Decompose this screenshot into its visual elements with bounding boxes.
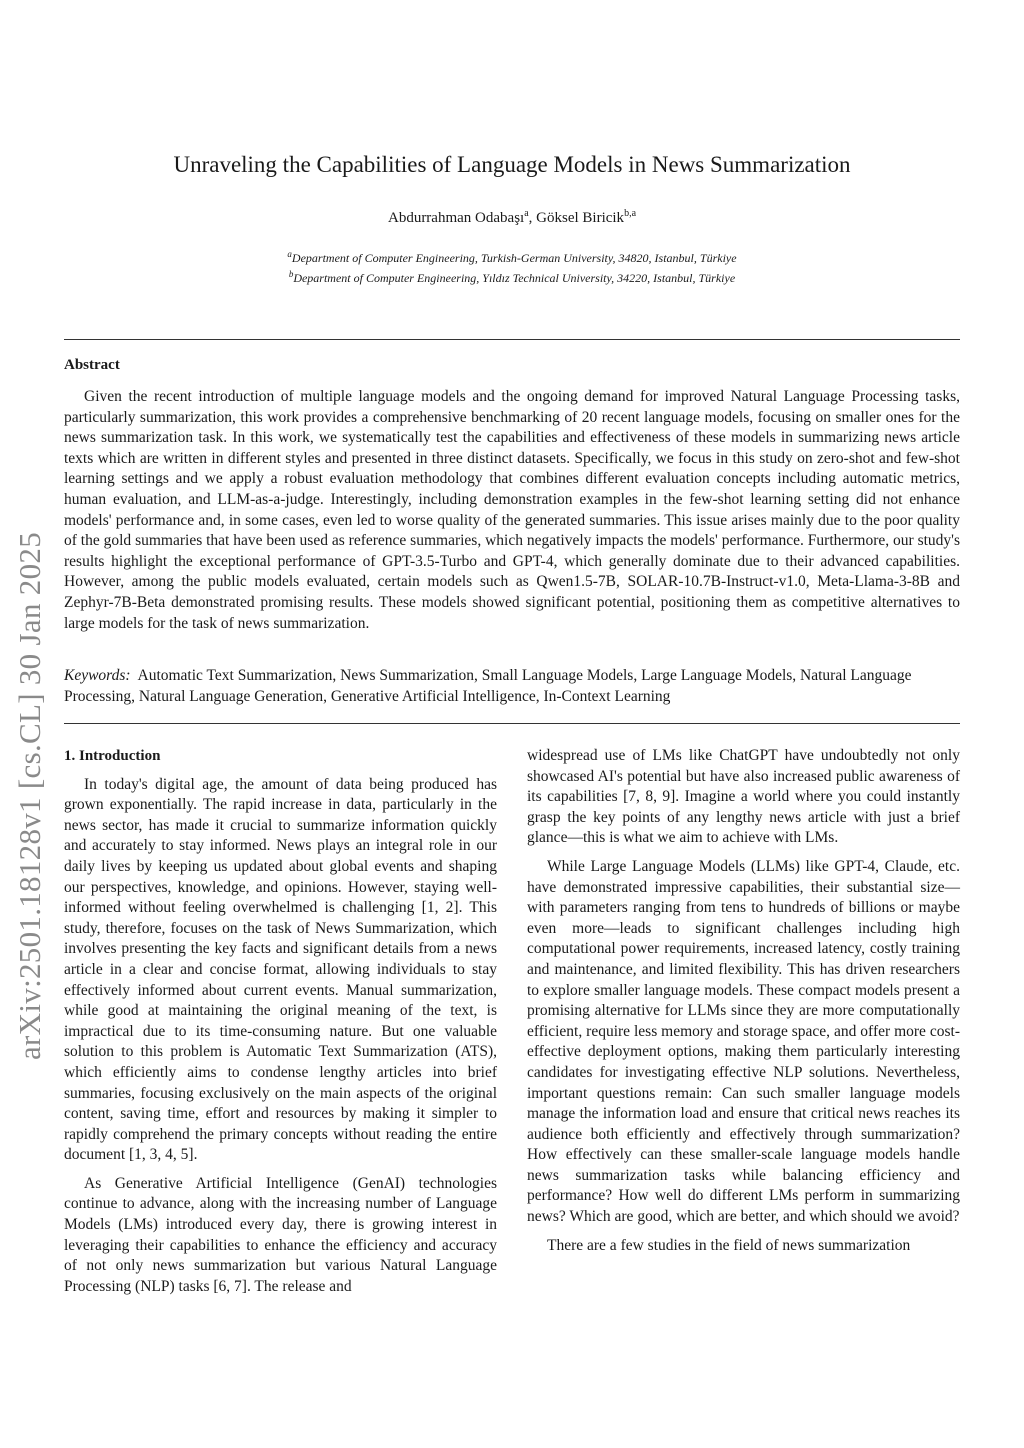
- paragraph: While Large Language Models (LLMs) like GPT-4, Claude, etc. have demonstrated impressive capabilities, their substantial size—with parameters ranging from tens to hundreds of billions or maybe even more—leads to significant challenges including high computational power requirements, increased latency, costly training and maintenance, and limited flexibility. This has driven researchers to explore smaller language models. These compact models present a promising alternative for LLMs since they are more computationally efficient, require less memory and storage space, and offer more cost-effective deployment options, making them particularly interesting candidates for investigating effective NLP solutions. Nevertheless, important questions remain: Can such smaller language models manage the information load and ensure that critical news reaches its audience both efficiently and effectively through summarization? How effectively can these smaller-scale language models handle news summarization tasks while balancing efficiency and performance? How well do different LMs perform in summarizing news? Which are good, which are better, and which should we avoid?: [527, 857, 960, 1226]
- affiliation: [64, 246, 960, 266]
- abstract-heading: Abstract: [64, 357, 120, 373]
- author-affil-mark: a: [524, 208, 529, 219]
- abstract-text: Given the recent introduction of multiple language models and the ongoing demand for improved Natural Language Processing tasks, particularly summarization, this work provides a comprehensive benchmarking of 20 recent language models, focusing on smaller ones for the news summarization task. In this work, we systematically test the capabilities and effectiveness of these models in summarizing news article texts which are written in different styles and presented in three distinct datasets. Specifically, we focus in this study on zero-shot and few-shot learning settings and we apply a robust evaluation methodology that combines different evaluation concepts including automatic metrics, human evaluation, and LLM-as-a-judge. Interestingly, including demonstration examples in the few-shot learning setting did not enhance models' performance and, in some cases, even led to worse quality of the generated summaries. This issue arises mainly due to the poor quality of the gold summaries that have been used as reference summaries, which negatively impacts the models' performance. Furthermore, our study's results highlight the exceptional performance of GPT-3.5-Turbo and GPT-4, which generally dominate due to their advanced capabilities. However, among the public models evaluated, certain models such as Qwen1.5-7B, SOLAR-10.7B-Instruct-v1.0, Meta-Llama-3-8B and Zephyr-7B-Beta demonstrated promising results. These models showed significant potential, positioning them as competitive alternatives to large models for the task of news summarization.: [64, 388, 960, 632]
- author-name: Göksel Biricik: [536, 210, 625, 226]
- keywords: [64, 666, 960, 707]
- author-affil-mark: b,a: [624, 208, 637, 219]
- paragraph-continuation: widespread use of LMs like ChatGPT have undoubtedly not only showcased AI's potential but have also increased public awareness of its capabilities [7, 8, 9]. Imagine a world where you could instantly grasp the key points of any lengthy news article with just a brief glance—this is what we aim to achieve with LMs.: [527, 747, 960, 847]
- affiliation-mark: b: [288, 269, 294, 279]
- affiliation: [64, 266, 960, 286]
- top-divider: [64, 339, 960, 340]
- keywords-label: Keywords:: [64, 667, 131, 684]
- left-column: [64, 746, 497, 1305]
- paragraph: There are a few studies in the field of news summarization: [547, 1236, 911, 1254]
- section-heading-introduction: 1. Introduction: [64, 748, 161, 764]
- arxiv-stamp: arXiv:2501.18128v1 [cs.CL] 30 Jan 2025: [12, 531, 47, 1060]
- author-name: Abdurrahman Odabaşı: [387, 210, 525, 226]
- paragraph: As Generative Artificial Intelligence (GenAI) technologies continue to advance, along with the increasing number of Language Models (LMs) introduced every day, there is growing interest in leveraging their capabilities to enhance the efficiency and accuracy of not only news summarization but various Natural Language Processing (NLP) tasks [6, 7]. The release and: [64, 1174, 497, 1295]
- author-list: Abdurrahman Odabaşı$^a$, Göksel Biricik$^{b,a}$: [387, 208, 637, 226]
- paragraph: In today's digital age, the amount of data being produced has grown exponentially. The rapid increase in data, particularly in the news sector, has made it crucial to summarize information quickly and accurately to stay informed. News plays an integral role in our daily lives by keeping us updated about global events and shaping our perspectives, knowledge, and opinions. However, staying well-informed without feeling overwhelmed is challenging [1, 2]. This study, therefore, focuses on the task of News Summarization, which involves presenting the key facts and significant details from a news article in a clear and concise format, allowing individuals to stay effectively informed about current events. Manual summarization, while good at maintaining the original meaning of the text, is impractical due to its time-consuming nature. But one valuable solution to this problem is Automatic Text Summarization (ATS), which efficiently aims to condense lengthy articles into brief summaries, focusing exclusively on the main aspects of the original content, saving time, effort and resources by making it simpler to rapidly comprehend the primary concepts without reading the entire document [1, 3, 4, 5].: [64, 775, 497, 1164]
- affiliation-text: Department of Computer Engineering, Turkish-German University, 34820, Istanbul, Türkiye: [291, 251, 737, 265]
- abstract-divider: [64, 723, 960, 724]
- right-column: [527, 746, 960, 1264]
- keywords-text: Automatic Text Summarization, News Summarization, Small Language Models, Large Language Models, Natural Language Processing, Natural Language Generation, Generative Artificial Intelligence, In-Context Learning: [64, 667, 912, 705]
- affiliation-mark: a: [287, 249, 292, 259]
- affiliation-text: Department of Computer Engineering, Yıldız Technical University, 34220, Istanbul, Türkiye: [293, 271, 736, 285]
- paper-title: Unraveling the Capabilities of Language Models in News Summarization: [173, 152, 851, 177]
- affiliations: [64, 246, 960, 286]
